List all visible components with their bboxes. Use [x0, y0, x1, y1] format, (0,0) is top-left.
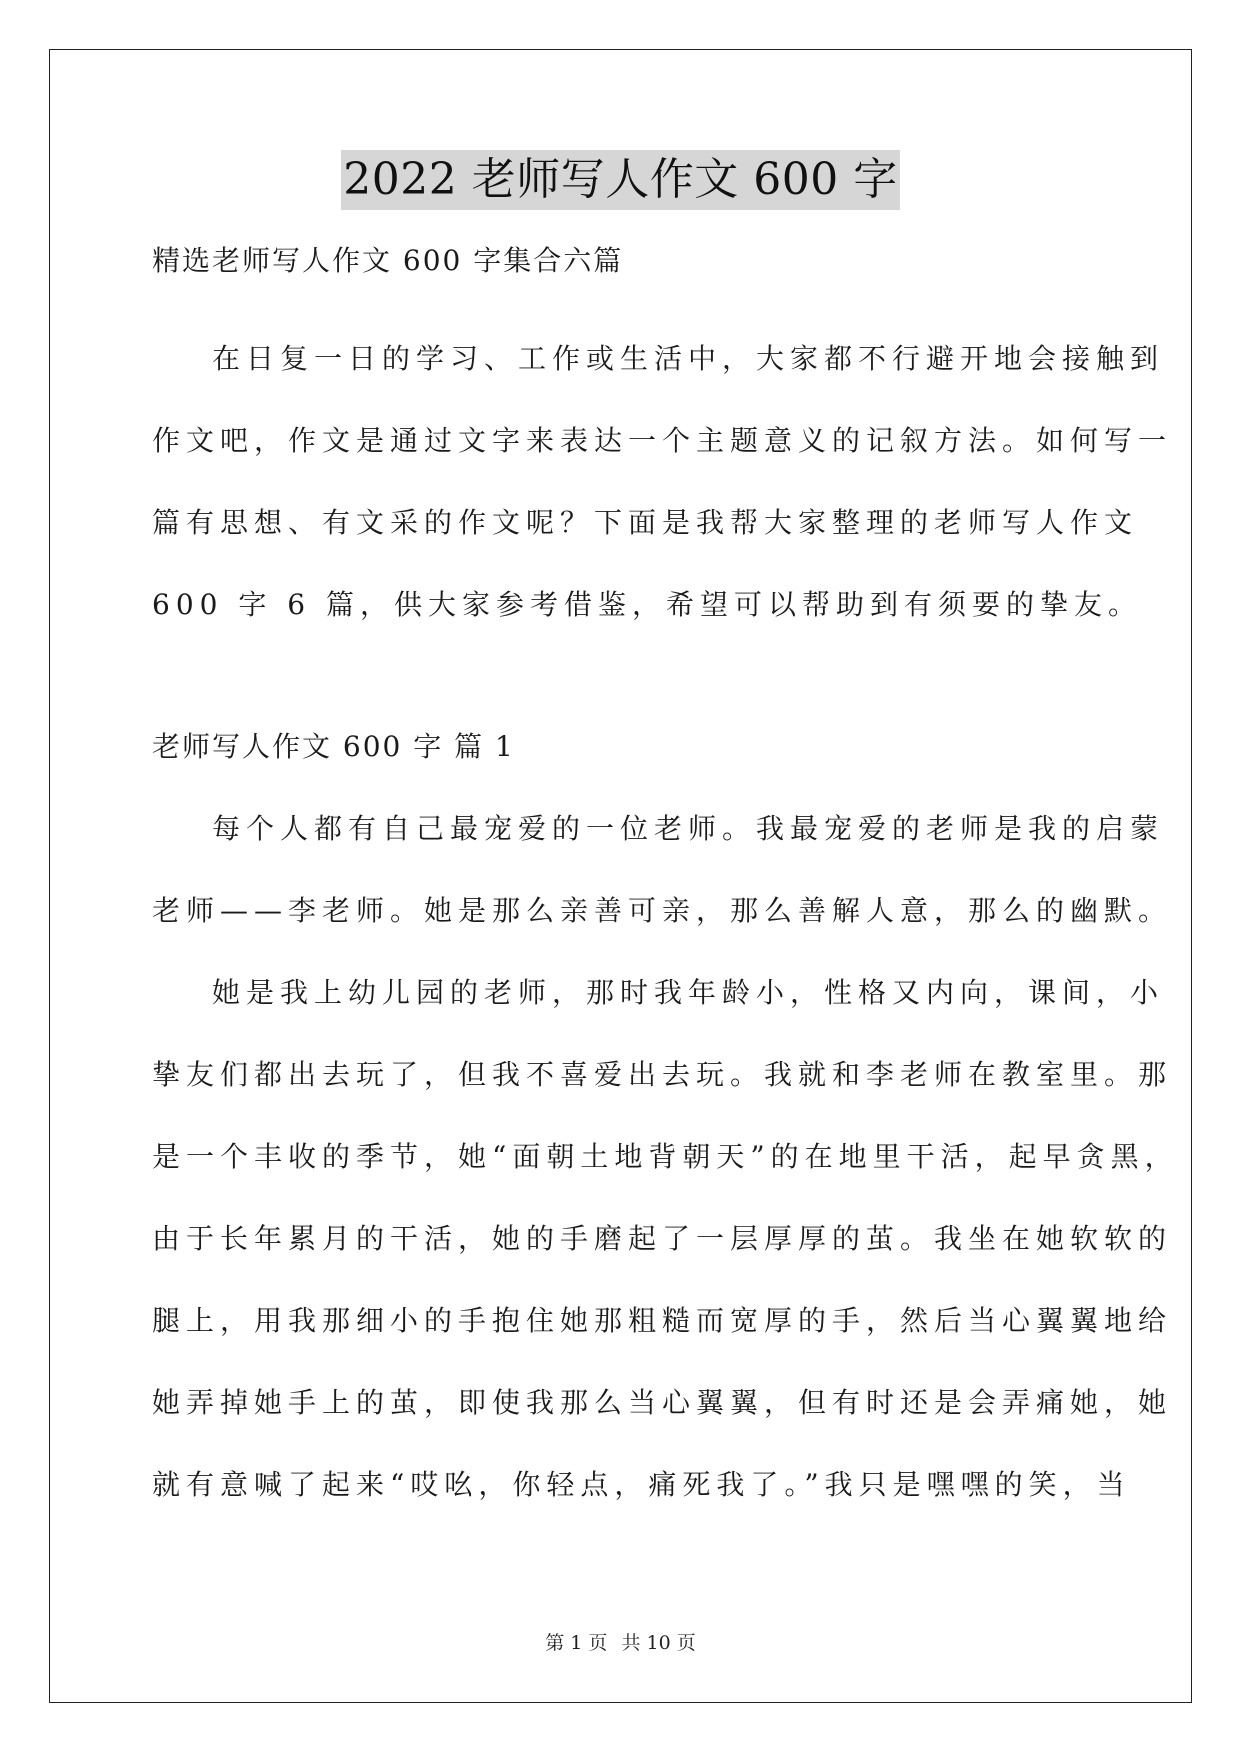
intro-line: 在日复一日的学习、工作或生活中，大家都不行避开地会接触到 — [212, 342, 1165, 375]
paragraph-line: 她是我上幼儿园的老师，那时我年龄小，性格又内向，课间，小 — [212, 976, 1165, 1009]
intro-line: 篇有思想、有文采的作文呢？下面是我帮大家整理的老师写人作文 — [152, 506, 1139, 539]
page-footer — [0, 1628, 1241, 1655]
document-title: 2022 老师写人作文 600 字 — [341, 150, 899, 210]
paragraph-line: 她弄掉她手上的茧，即使我那么当心翼翼，但有时还是会弄痛她，她 — [152, 1386, 1173, 1419]
document-body — [152, 236, 1179, 1526]
paragraph-line: 挚友们都出去玩了，但我不喜爱出去玩。我就和李老师在教室里。那 — [152, 1058, 1173, 1091]
paragraph-line: 老师——李老师。她是那么亲善可亲，那么善解人意，那么的幽默。 — [152, 894, 1173, 927]
paragraph-line: 是一个丰收的季节，她“面朝土地背朝天”的在地里干活，起早贪黑， — [152, 1140, 1179, 1173]
intro-line: 作文吧，作文是通过文字来表达一个主题意义的记叙方法。如何写一 — [152, 424, 1173, 457]
section-heading: 老师写人作文 600 字 篇 1 — [152, 730, 515, 763]
page-number: 第 1 页 — [545, 1632, 608, 1654]
paragraph-line: 每个人都有自己最宠爱的一位老师。我最宠爱的老师是我的启蒙 — [212, 812, 1165, 845]
paragraph-line: 腿上，用我那细小的手抱住她那粗糙而宽厚的手，然后当心翼翼地给 — [152, 1304, 1173, 1337]
intro-line: 600 字 6 篇，供大家参考借鉴，希望可以帮助到有须要的挚友。 — [152, 588, 1142, 621]
document-subtitle: 精选老师写人作文 600 字集合六篇 — [152, 244, 624, 277]
paragraph-line: 由于长年累月的干活，她的手磨起了一层厚厚的茧。我坐在她软软的 — [152, 1222, 1173, 1255]
paragraph-line: 就有意喊了起来“哎吆，你轻点，痛死我了。”我只是嘿嘿的笑，当 — [152, 1468, 1131, 1501]
page-total: 共 10 页 — [621, 1632, 696, 1654]
title-wrap — [0, 150, 1241, 210]
